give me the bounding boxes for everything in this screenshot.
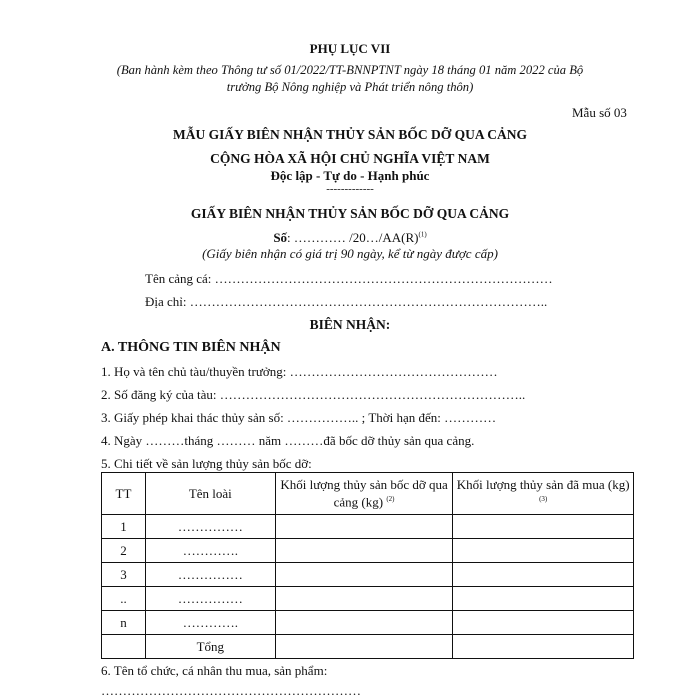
vessel-registration-field: 2. Số đăng ký của tàu: …………………………………………………………….. bbox=[101, 387, 526, 402]
appendix-title: PHỤ LỤC VII bbox=[309, 41, 391, 56]
row-species: …………. bbox=[145, 539, 275, 563]
row-unloaded-cell bbox=[275, 563, 453, 587]
table-header-row bbox=[102, 473, 634, 515]
issuance-note-line2: trưởng Bộ Nông nghiệp và Phát triển nông thôn) bbox=[226, 80, 474, 94]
row-tt: .. bbox=[102, 587, 146, 611]
row-tt: 1 bbox=[102, 515, 146, 539]
catch-detail-label: 5. Chi tiết về sản lượng thủy sản bốc dỡ: bbox=[101, 456, 312, 471]
section-a-title: A. THÔNG TIN BIÊN NHẬN bbox=[101, 340, 281, 355]
total-purchased-cell bbox=[453, 635, 634, 659]
row-purchased-cell bbox=[453, 611, 634, 635]
header-unloaded-weight bbox=[275, 473, 453, 515]
form-title: MẪU GIẤY BIÊN NHẬN THỦY SẢN BỐC DỠ QUA CẢNG bbox=[173, 127, 527, 142]
document-number bbox=[0, 230, 700, 246]
buyer-info-label: 6. Tên tổ chức, cá nhân thu mua, sản phẩm: bbox=[101, 663, 328, 678]
header-tt: TT bbox=[102, 473, 146, 515]
row-purchased-cell bbox=[453, 539, 634, 563]
header-purchased-weight bbox=[453, 473, 634, 515]
receipt-heading: BIÊN NHẬN: bbox=[309, 317, 391, 332]
catch-table bbox=[101, 472, 634, 659]
row-species: …………… bbox=[145, 563, 275, 587]
row-tt: 3 bbox=[102, 563, 146, 587]
national-motto: Độc lập - Tự do - Hạnh phúc bbox=[270, 168, 430, 183]
row-unloaded-cell bbox=[275, 587, 453, 611]
port-name-field: Tên cảng cá: …………………………………………………………………… bbox=[145, 271, 553, 286]
footnote-1: (1) bbox=[418, 230, 427, 239]
table-row bbox=[102, 539, 634, 563]
address-field: Địa chỉ: ……………………………………………………………………….. bbox=[145, 294, 548, 309]
nation-name: CỘNG HÒA XÃ HỘI CHỦ NGHĨA VIỆT NAM bbox=[210, 151, 490, 166]
row-tt: n bbox=[102, 611, 146, 635]
total-unloaded-cell bbox=[275, 635, 453, 659]
number-value: : ………… /20…/AA(R) bbox=[287, 230, 419, 245]
row-species: …………… bbox=[145, 587, 275, 611]
issuance-note-line1: (Ban hành kèm theo Thông tư số 01/2022/TT-BNNPTNT ngày 18 tháng 01 năm 2022 của Bộ bbox=[116, 63, 584, 77]
unloading-date-field: 4. Ngày ………tháng ……… năm ………đã bốc dỡ thủy sản qua cảng. bbox=[101, 433, 475, 448]
row-purchased-cell bbox=[453, 515, 634, 539]
purchased-label: Khối lượng thủy sản đã mua (kg) bbox=[456, 476, 630, 492]
table-row bbox=[102, 563, 634, 587]
row-unloaded-cell bbox=[275, 539, 453, 563]
row-unloaded-cell bbox=[275, 515, 453, 539]
total-row bbox=[102, 635, 634, 659]
row-species: …………. bbox=[145, 611, 275, 635]
row-tt: 2 bbox=[102, 539, 146, 563]
unloaded-label: Khối lượng thủy sản bốc dỡ qua cảng (kg) bbox=[280, 476, 448, 510]
row-species: …………… bbox=[145, 515, 275, 539]
row-purchased-cell bbox=[453, 587, 634, 611]
table-row bbox=[102, 611, 634, 635]
table-row bbox=[102, 515, 634, 539]
number-label: Số bbox=[273, 230, 288, 245]
row-unloaded-cell bbox=[275, 611, 453, 635]
footnote-2: (2) bbox=[386, 494, 395, 503]
validity-note: (Giấy biên nhận có giá trị 90 ngày, kể từ ngày được cấp) bbox=[202, 246, 498, 261]
total-tt-cell bbox=[102, 635, 146, 659]
buyer-info-dots: …………………………………………………… bbox=[101, 683, 361, 698]
owner-name-field: 1. Họ và tên chủ tàu/thuyền trưởng: ………………………………………… bbox=[101, 364, 498, 379]
motto-divider: ------------- bbox=[326, 183, 374, 195]
row-purchased-cell bbox=[453, 563, 634, 587]
fishing-license-field: 3. Giấy phép khai thác thủy sản số: …………….. ; Thời hạn đến: ………… bbox=[101, 410, 497, 425]
header-species: Tên loài bbox=[145, 473, 275, 515]
total-label: Tổng bbox=[145, 635, 275, 659]
document-title: GIẤY BIÊN NHẬN THỦY SẢN BỐC DỠ QUA CẢNG bbox=[190, 206, 510, 221]
footnote-3: (3) bbox=[539, 494, 548, 503]
table-row bbox=[102, 587, 634, 611]
form-number: Mẫu số 03 bbox=[572, 105, 627, 120]
